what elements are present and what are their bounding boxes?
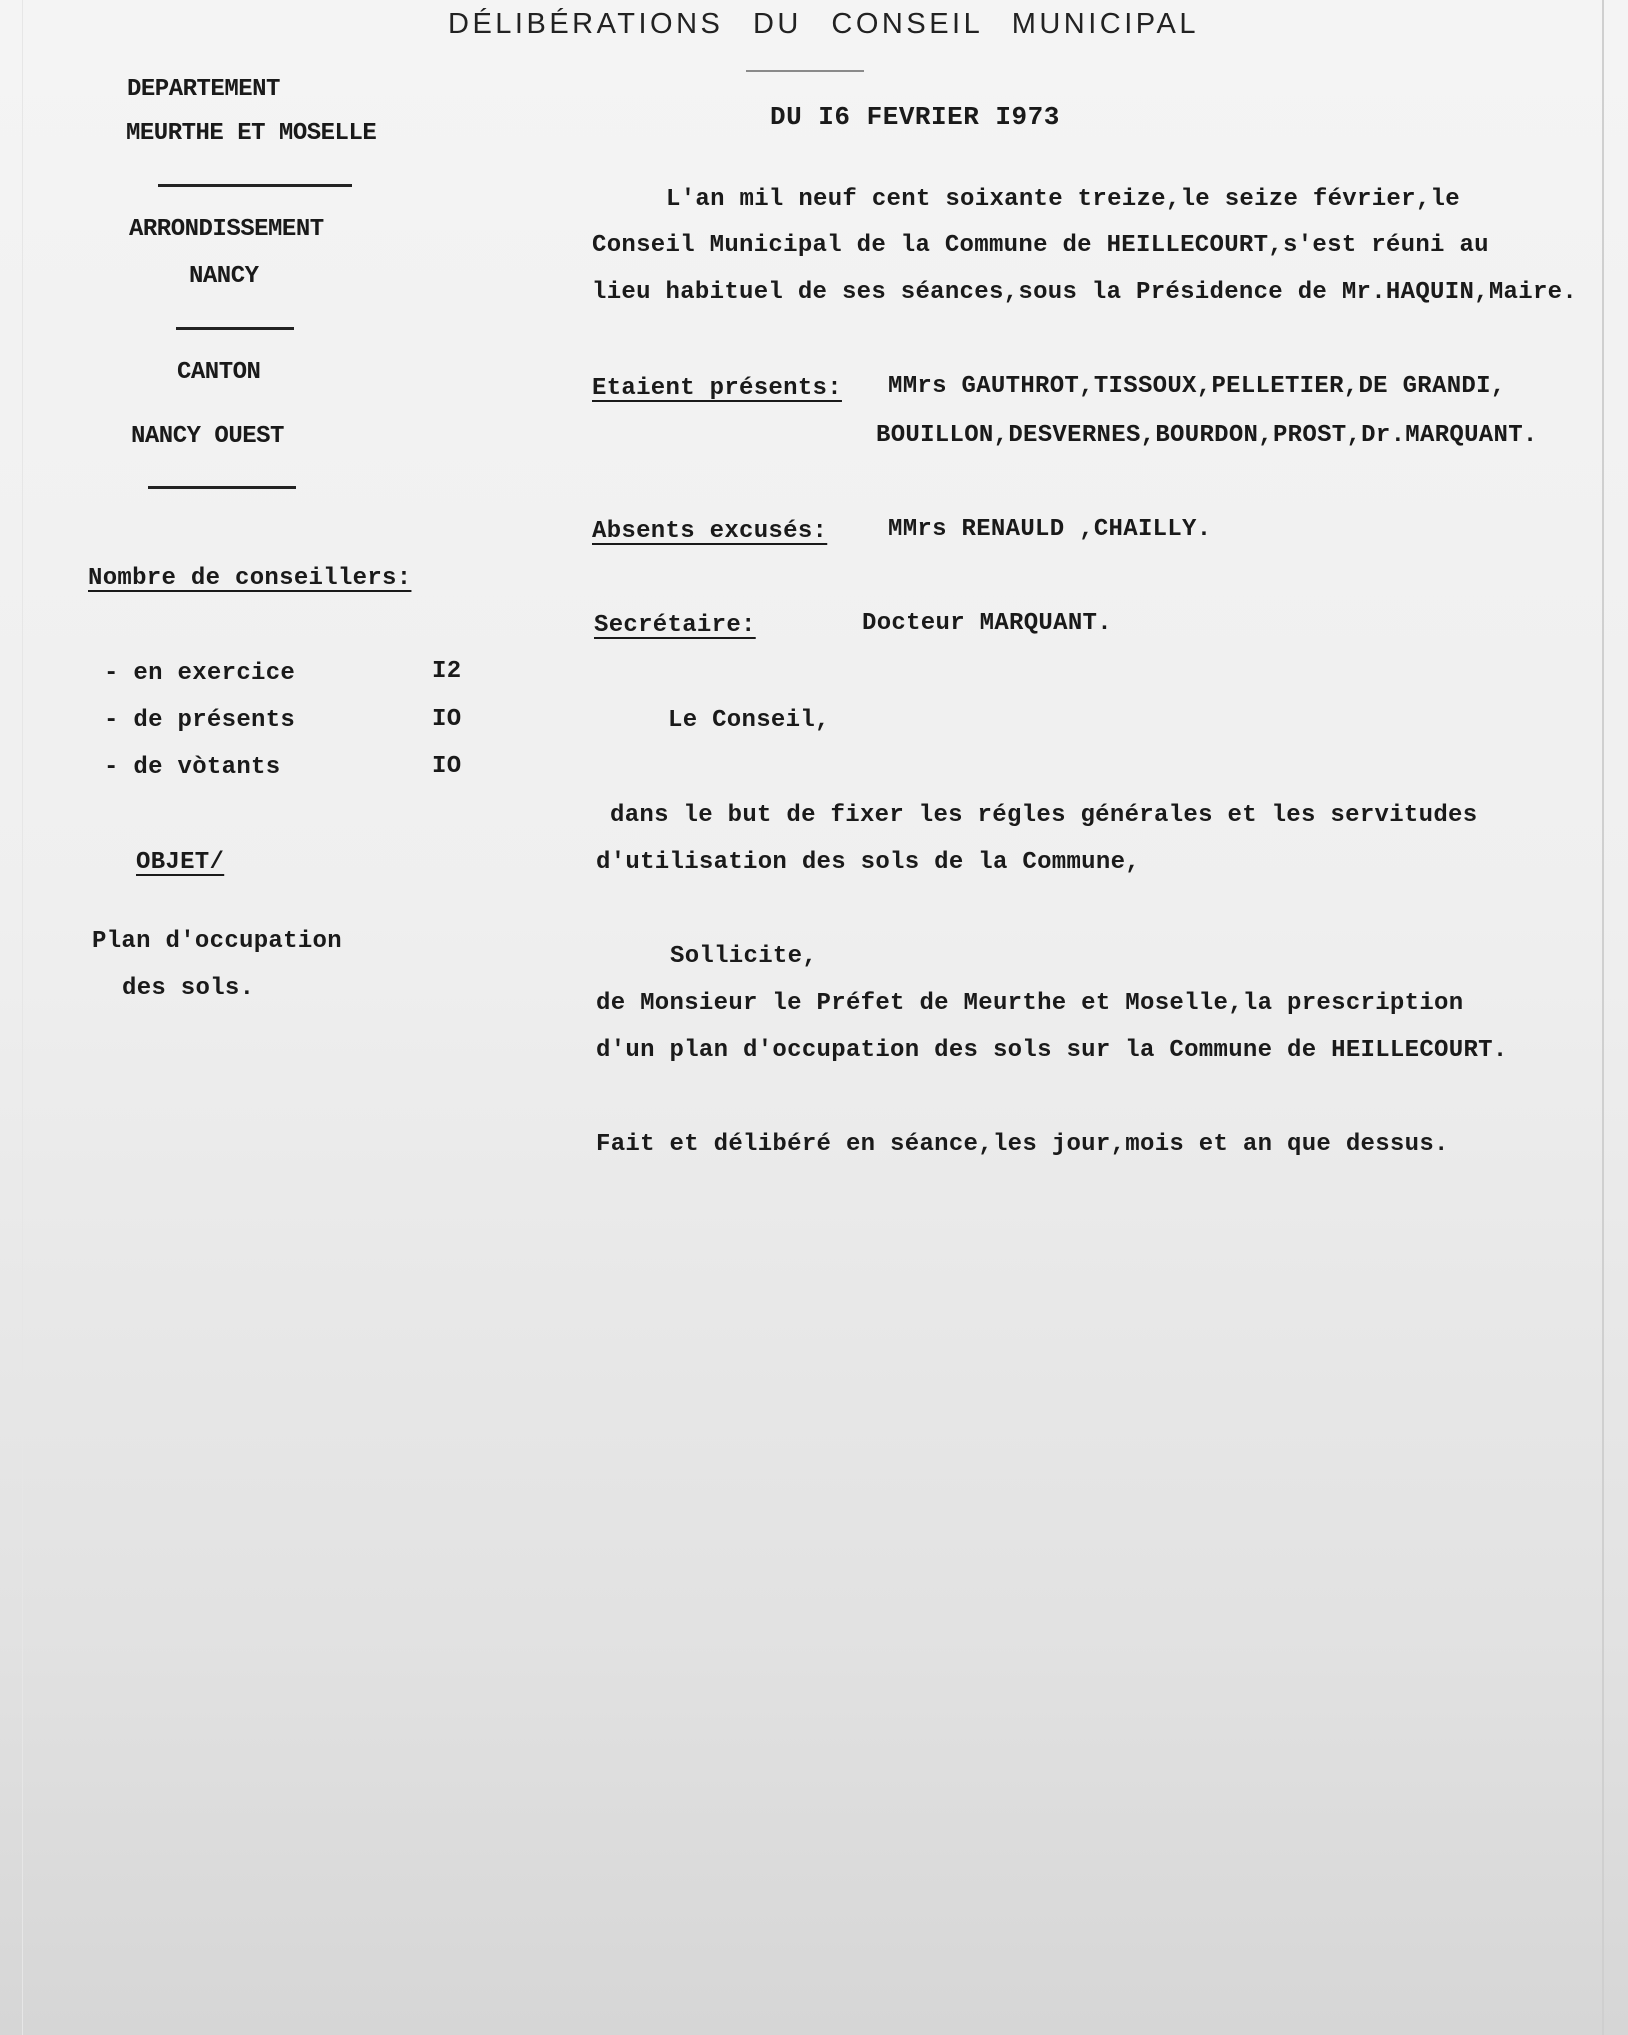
presents-line: MMrs GAUTHROT,TISSOUX,PELLETIER,DE GRANDI, xyxy=(888,373,1506,400)
arrondissement-value: NANCY xyxy=(189,263,259,290)
presents-line: BOUILLON,DESVERNES,BOURDON,PROST,Dr.MARQUANT. xyxy=(876,422,1538,449)
departement-value: MEURTHE ET MOSELLE xyxy=(126,120,377,147)
departement-label: DEPARTEMENT xyxy=(127,76,280,103)
sollicite-line: d'un plan d'occupation des sols sur la Commune de HEILLECOURT. xyxy=(596,1037,1508,1064)
conseillers-label: - de présents xyxy=(104,707,296,734)
objet-line: Plan d'occupation xyxy=(92,928,342,955)
le-conseil: Le Conseil, xyxy=(668,707,830,734)
conseillers-value: IO xyxy=(432,753,462,780)
sollicite: Sollicite, xyxy=(670,943,818,970)
closing-statement: Fait et délibéré en séance,les jour,mois et an que dessus. xyxy=(596,1131,1449,1158)
sidebar-divider xyxy=(158,184,352,187)
but-line: dans le but de fixer les régles générales et les servitudes xyxy=(610,802,1478,829)
conseillers-label: - de vòtants xyxy=(104,754,281,781)
absents-value: MMrs RENAULD ,CHAILLY. xyxy=(888,516,1212,543)
objet-label: OBJET/ xyxy=(136,849,225,876)
arrondissement-label: ARRONDISSEMENT xyxy=(129,216,324,243)
sidebar-divider xyxy=(148,486,296,489)
conseillers-value: IO xyxy=(432,706,462,733)
meeting-date: DU I6 FEVRIER I973 xyxy=(770,102,1060,132)
intro-line: Conseil Municipal de la Commune de HEILLECOURT,s'est réuni au xyxy=(592,232,1489,259)
canton-value: NANCY OUEST xyxy=(131,423,284,450)
but-line: d'utilisation des sols de la Commune, xyxy=(596,849,1140,876)
document-title: DÉLIBÉRATIONS DU CONSEIL MUNICIPAL xyxy=(448,8,1199,40)
title-divider xyxy=(746,70,864,72)
presents-label: Etaient présents: xyxy=(592,375,842,402)
canton-label: CANTON xyxy=(177,359,261,386)
sidebar-divider xyxy=(176,327,294,330)
page-left-edge xyxy=(22,0,23,2035)
conseillers-heading: Nombre de conseillers: xyxy=(88,565,412,592)
intro-line: L'an mil neuf cent soixante treize,le seize février,le xyxy=(666,186,1460,213)
absents-label: Absents excusés: xyxy=(592,518,828,545)
secretaire-value: Docteur MARQUANT. xyxy=(862,610,1112,637)
page-right-edge xyxy=(1602,0,1604,2035)
secretaire-label: Secrétaire: xyxy=(594,612,756,639)
conseillers-value: I2 xyxy=(432,658,462,685)
conseillers-label: - en exercice xyxy=(104,660,296,687)
sollicite-line: de Monsieur le Préfet de Meurthe et Moselle,la prescription xyxy=(596,990,1464,1017)
intro-line: lieu habituel de ses séances,sous la Présidence de Mr.HAQUIN,Maire. xyxy=(592,279,1578,306)
objet-line: des sols. xyxy=(122,975,255,1002)
